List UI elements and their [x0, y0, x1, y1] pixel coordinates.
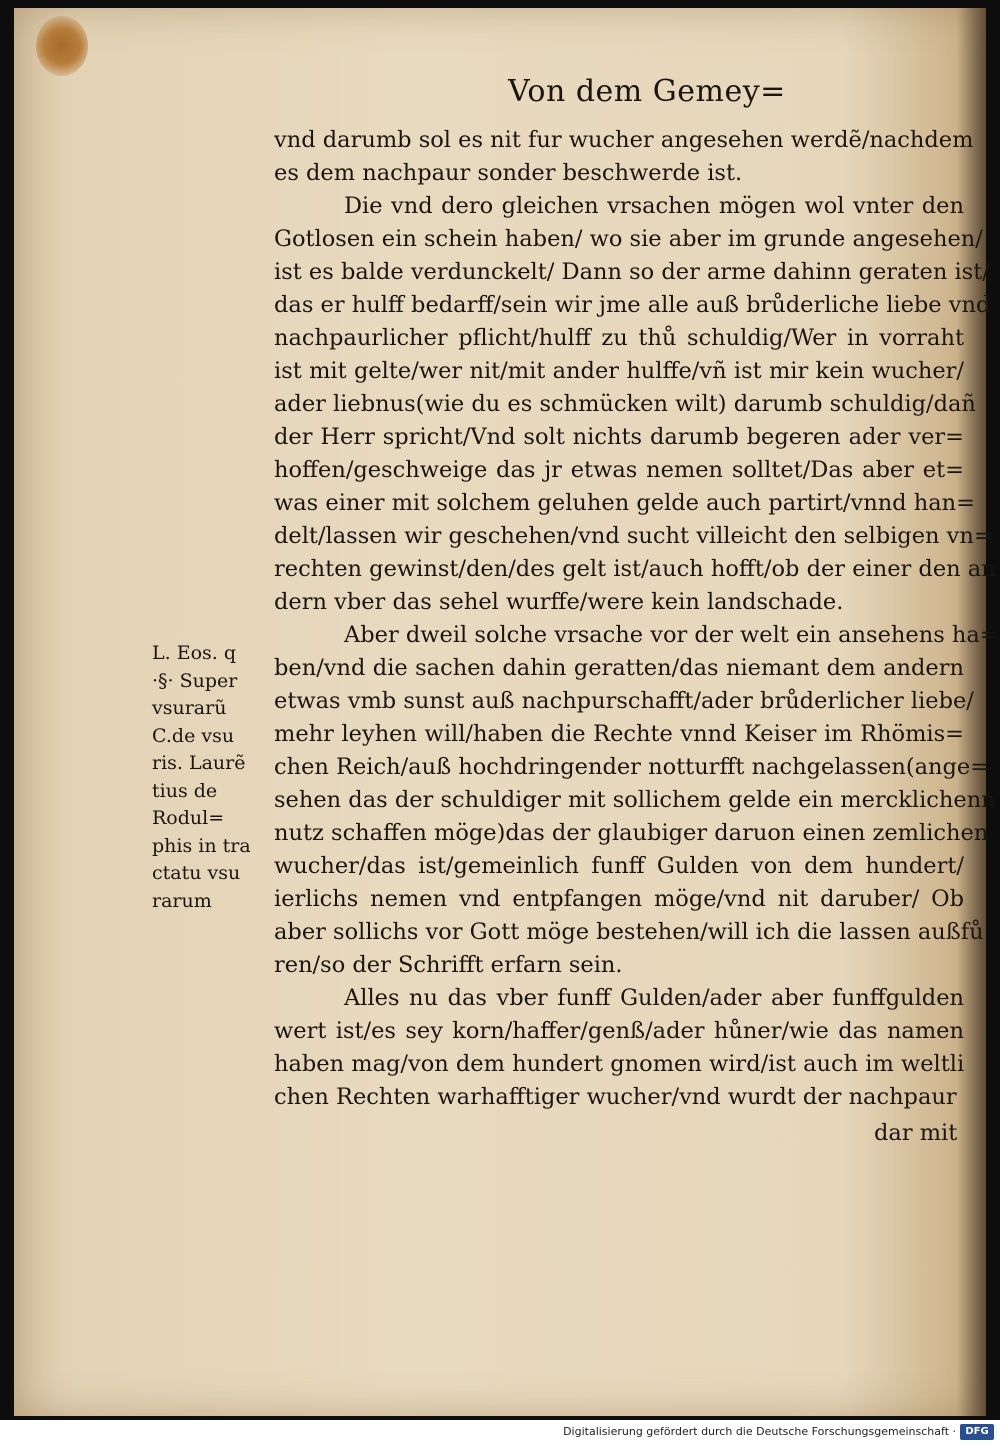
text-line: Alles nu das vber funff Gulden/ader aber funffgulden [344, 985, 964, 1011]
text-line: dern vber das sehel wurffe/were kein landschade. [274, 589, 844, 615]
text-line: der Herr spricht/Vnd solt nichts darumb begeren ader ver= [274, 424, 964, 450]
margin-note-line: L. Eos. q [152, 642, 236, 664]
text-line: ren/so der Schrifft erfarn sein. [274, 952, 623, 978]
text-line: nachpaurlicher pflicht/hulff zu thů schuldig/Wer in vorraht [274, 325, 964, 351]
text-line: chen Reich/auß hochdringender notturfft nachgelassen(ange= [274, 754, 990, 780]
text-line: ist es balde verdunckelt/ Dann so der arme dahinn geraten ist/ [274, 259, 990, 285]
text-line: chen Rechten warhafftiger wucher/vnd wurdt der nachpaur [274, 1084, 957, 1110]
text-line: delt/lassen wir geschehen/vnd sucht villeicht den selbigen vn= [274, 523, 993, 549]
margin-note-line: phis in tra [152, 834, 251, 857]
text-line: das er hulff bedarff/sein wir jme alle auß brůderliche liebe vnd [274, 292, 991, 318]
funding-credit: Digitalisierung gefördert durch die Deutsche Forschungsgemeinschaft · [563, 1425, 956, 1438]
margin-note-line: vsurarũ [152, 697, 227, 719]
margin-note-line: tius de [152, 779, 218, 802]
margin-note-line: ris. Laurẽ [152, 752, 246, 774]
running-head: Von dem Gemey= [508, 74, 786, 109]
marginal-note [152, 640, 270, 915]
catchword: dar mit [874, 1120, 958, 1146]
text-line: ierlichs nemen vnd entpfangen möge/vnd nit daruber/ Ob [274, 886, 964, 912]
text-line: Die vnd dero gleichen vrsachen mögen wol vnter den [344, 193, 964, 219]
text-line: Gotlosen ein schein haben/ wo sie aber im grunde angesehen/ [274, 226, 983, 252]
text-line: es dem nachpaur sonder beschwerde ist. [274, 160, 743, 186]
text-line: rechten gewinst/den/des gelt ist/auch hofft/ob der einer den an [274, 556, 996, 582]
paper-stain [36, 16, 88, 76]
text-line: Aber dweil solche vrsache vor der welt ein ansehens ha= [344, 622, 999, 648]
text-line: wucher/das ist/gemeinlich funff Gulden von dem hundert/ [274, 853, 964, 879]
text-line: wert ist/es sey korn/haffer/genß/ader hůner/wie das namen [274, 1018, 964, 1044]
text-line: etwas vmb sunst auß nachpurschafft/ader brůderlicher liebe/ [274, 688, 974, 714]
footer-bar [0, 1420, 1000, 1446]
text-line: vnd darumb sol es nit fur wucher angesehen werdẽ/nachdem [274, 127, 974, 153]
margin-note-line: rarum [152, 889, 212, 912]
text-line: nutz schaffen möge)das der glaubiger daruon einen zemlichen [274, 820, 989, 846]
dfg-logo: DFG [960, 1424, 994, 1440]
text-line: haben mag/von dem hundert gnomen wird/ist auch im weltli [274, 1051, 965, 1077]
text-line: sehen das der schuldiger mit sollichem gelde ein mercklichenn [274, 787, 996, 813]
text-line: hoffen/geschweige das jr etwas nemen solltet/Das aber et= [274, 457, 964, 483]
text-line: mehr leyhen will/haben die Rechte vnnd Keiser im Rhömis= [274, 721, 964, 747]
margin-note-line: Rodul= [152, 807, 225, 829]
margin-note-line: ctatu vsu [152, 862, 241, 884]
text-line: aber sollichs vor Gott möge bestehen/will ich die lassen außfů [274, 919, 984, 945]
margin-note-line: ·§· Super [152, 669, 238, 692]
text-line: ben/vnd die sachen dahin geratten/das niemant dem andern [274, 655, 964, 681]
text-line: ist mit gelte/wer nit/mit ander hulffe/vñ ist mir kein wucher/ [274, 358, 964, 384]
main-text-block [274, 124, 999, 1114]
text-line: ader liebnus(wie du es schmücken wilt) darumb schuldig/dañ [274, 391, 976, 417]
margin-note-line: C.de vsu [152, 724, 235, 747]
text-line: was einer mit solchem geluhen gelde auch partirt/vnnd han= [274, 490, 975, 516]
